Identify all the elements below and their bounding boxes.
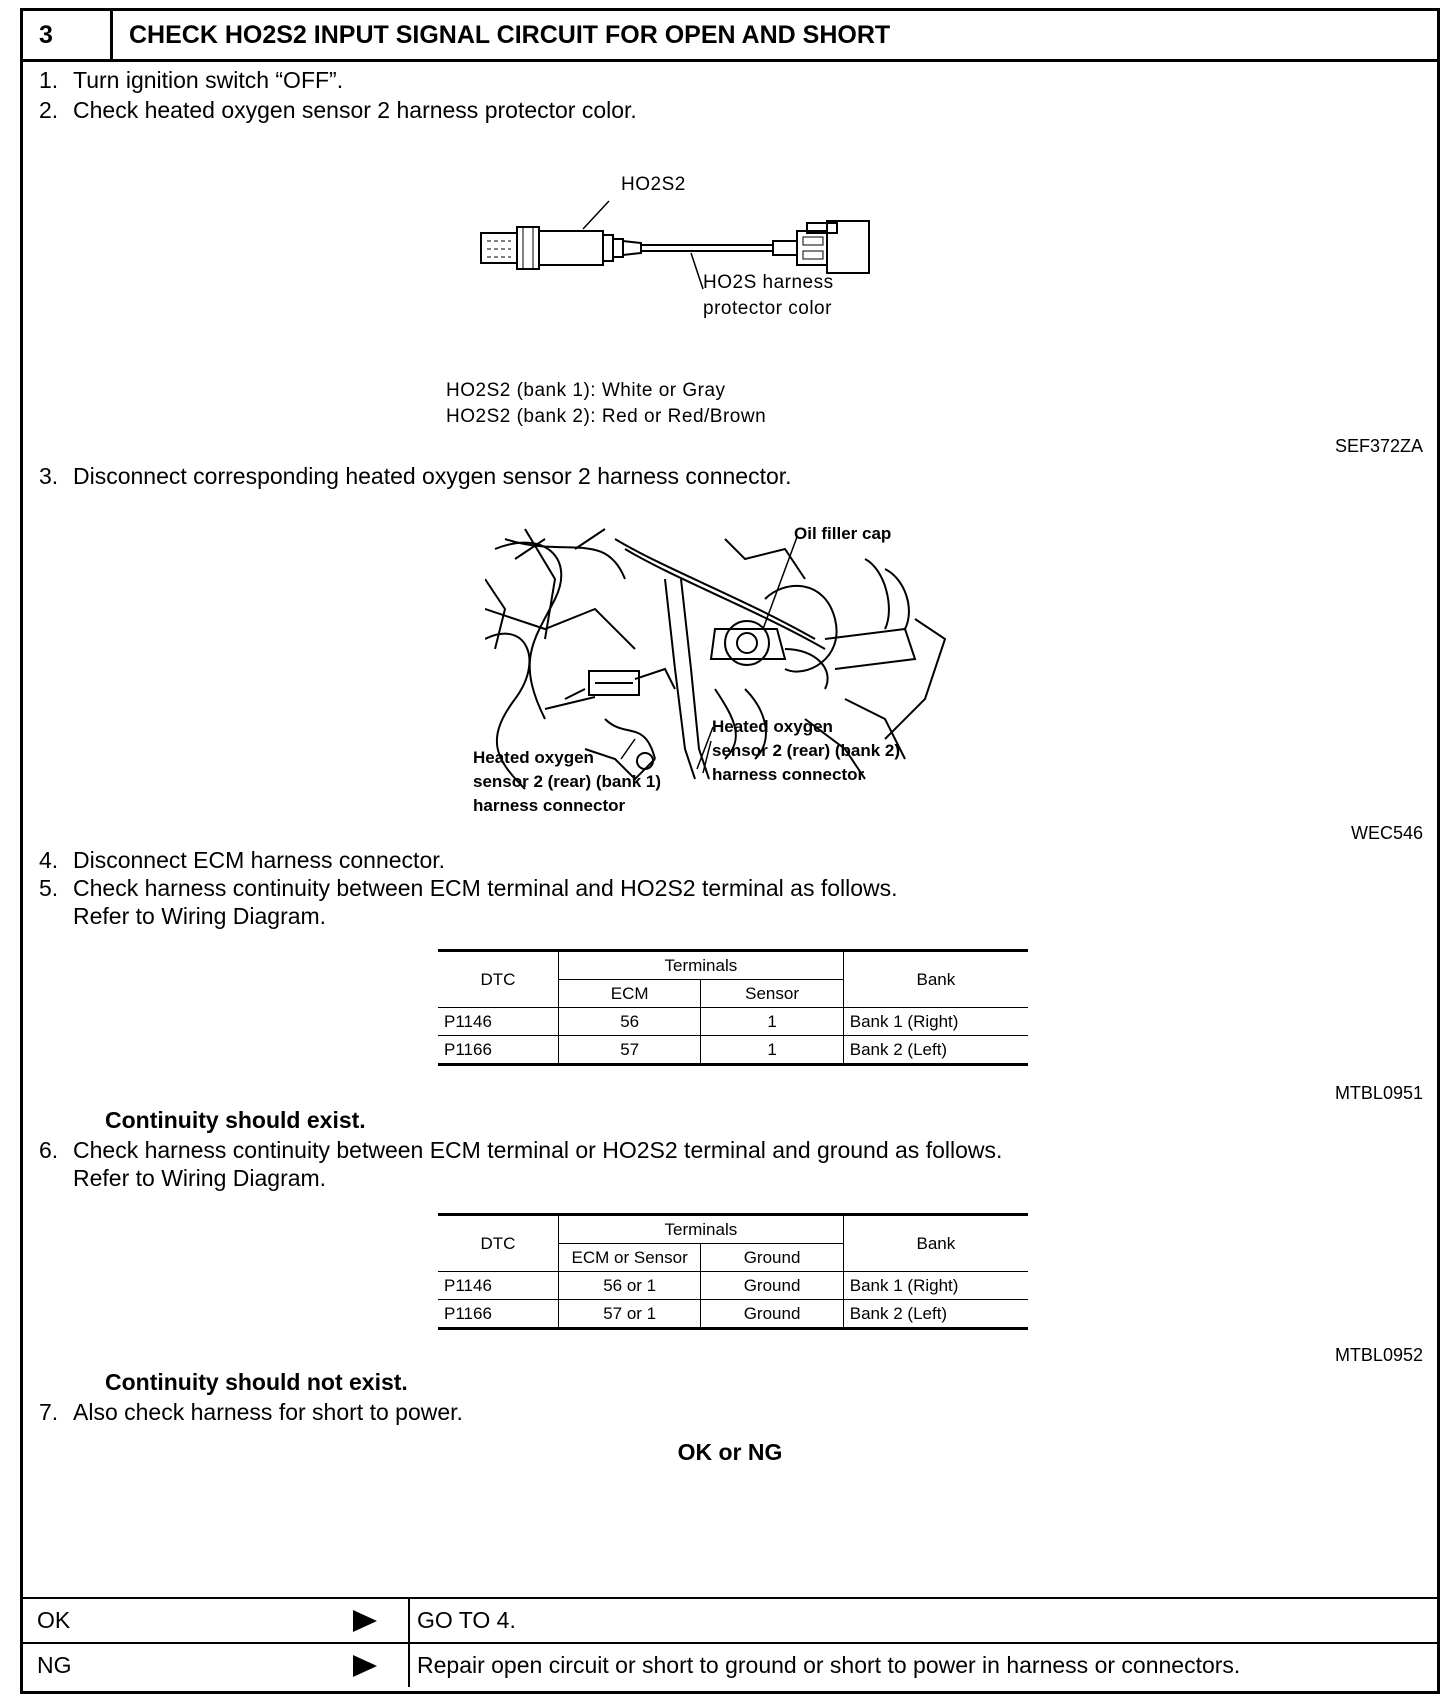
label-bank1-line3: harness connector bbox=[473, 796, 626, 815]
label-protector-2: protector color bbox=[703, 298, 832, 319]
t2-header-dtc: DTC bbox=[438, 1215, 558, 1272]
table-row: P1146 56 or 1 Ground Bank 1 (Right) bbox=[438, 1272, 1028, 1300]
table-row: P1166 57 1 Bank 2 (Left) bbox=[438, 1036, 1028, 1065]
ng-label: NG bbox=[37, 1652, 72, 1678]
t1-header-ecm: ECM bbox=[558, 980, 700, 1008]
step-5-refer: Refer to Wiring Diagram. bbox=[73, 903, 327, 929]
step-3: 3. Disconnect corresponding heated oxygen sensor 2 harness connector. bbox=[39, 463, 792, 489]
step-6: 6. Check harness continuity between ECM terminal or HO2S2 terminal and ground as follows. bbox=[39, 1137, 1003, 1163]
note-continuity-exist: Continuity should exist. bbox=[105, 1107, 366, 1133]
table-code-mtbl0952: MTBL0952 bbox=[1334, 1345, 1423, 1365]
note-continuity-not-exist: Continuity should not exist. bbox=[105, 1369, 408, 1395]
procedure-header bbox=[23, 11, 1437, 62]
result-row-ng bbox=[23, 1642, 1437, 1687]
table-row: P1146 56 1 Bank 1 (Right) bbox=[438, 1008, 1028, 1036]
step-1: 1. Turn ignition switch “OFF”. bbox=[39, 67, 344, 93]
figure-code-sef372za: SEF372ZA bbox=[1334, 436, 1423, 456]
step-4: 4. Disconnect ECM harness connector. bbox=[39, 847, 446, 873]
result-row-ok bbox=[23, 1597, 1437, 1642]
label-protector-1: HO2S harness bbox=[703, 272, 834, 293]
step-6-refer: Refer to Wiring Diagram. bbox=[73, 1165, 327, 1191]
label-bank1-line2: sensor 2 (rear) (bank 1) bbox=[473, 772, 662, 791]
t2-header-bank: Bank bbox=[843, 1215, 1028, 1272]
continuity-table-1 bbox=[438, 949, 1028, 1066]
label-ho2s2: HO2S2 bbox=[621, 174, 686, 195]
t2-header-ground: Ground bbox=[701, 1244, 843, 1272]
label-oil-filler-cap: Oil filler cap bbox=[794, 524, 892, 543]
t1-header-dtc: DTC bbox=[438, 951, 558, 1008]
label-bank1-line1: Heated oxygen bbox=[473, 748, 594, 767]
table-row: P1166 57 or 1 Ground Bank 2 (Left) bbox=[438, 1300, 1028, 1329]
continuity-table-2 bbox=[438, 1213, 1028, 1330]
arrow-right-icon bbox=[353, 1610, 377, 1632]
procedure-frame bbox=[20, 8, 1440, 1694]
procedure-title: CHECK HO2S2 INPUT SIGNAL CIRCUIT FOR OPEN AND SHORT bbox=[129, 21, 891, 49]
step-5: 5. Check harness continuity between ECM terminal and HO2S2 terminal as follows. bbox=[39, 875, 898, 901]
table-code-mtbl0951: MTBL0951 bbox=[1334, 1083, 1423, 1103]
step-number: 3 bbox=[23, 11, 113, 59]
bank2-color: HO2S2 (bank 2): Red or Red/Brown bbox=[446, 406, 767, 427]
bank1-color: HO2S2 (bank 1): White or Gray bbox=[446, 380, 726, 401]
t1-header-sensor: Sensor bbox=[701, 980, 843, 1008]
label-bank2-line3: harness connector bbox=[712, 765, 865, 784]
t1-header-terminals: Terminals bbox=[558, 951, 843, 980]
step-2: 2. Check heated oxygen sensor 2 harness protector color. bbox=[39, 97, 637, 123]
figure-code-wec546: WEC546 bbox=[1350, 823, 1423, 843]
t1-header-bank: Bank bbox=[843, 951, 1028, 1008]
ok-label: OK bbox=[37, 1607, 71, 1633]
ok-ng-title: OK or NG bbox=[677, 1439, 783, 1465]
t2-header-ecm-or-sensor: ECM or Sensor bbox=[558, 1244, 700, 1272]
ng-action: Repair open circuit or short to ground or short to power in harness or connectors. bbox=[417, 1652, 1241, 1678]
arrow-right-icon bbox=[353, 1655, 377, 1677]
ok-action: GO TO 4. bbox=[417, 1607, 516, 1633]
t2-header-terminals: Terminals bbox=[558, 1215, 843, 1244]
step-7: 7. Also check harness for short to power. bbox=[39, 1399, 463, 1425]
label-bank2-line1: Heated oxygen bbox=[712, 717, 833, 736]
label-bank2-line2: sensor 2 (rear) (bank 2) bbox=[712, 741, 901, 760]
